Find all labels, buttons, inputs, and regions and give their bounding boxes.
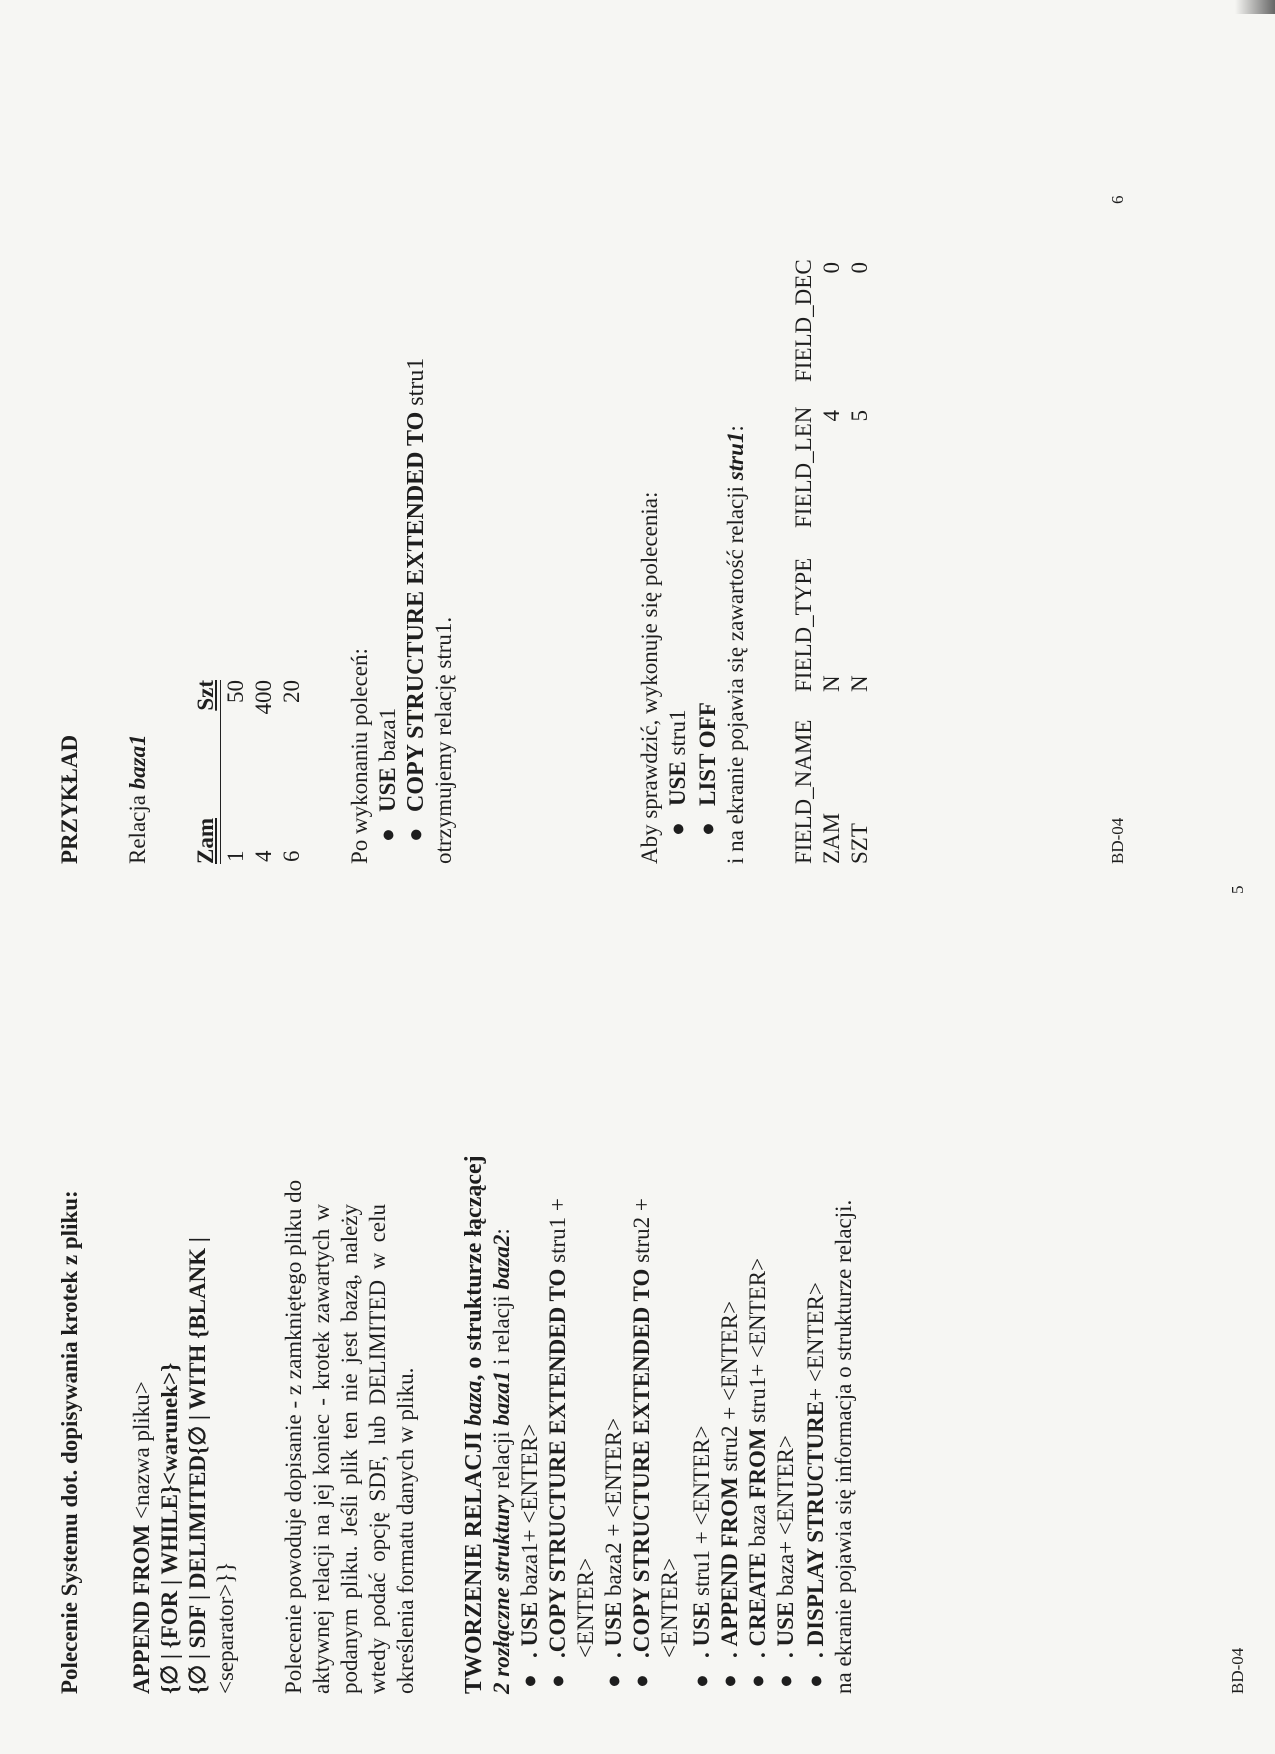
right-page-number: 6 <box>1108 195 1127 204</box>
right-heading: PRZYKŁAD <box>57 734 82 864</box>
description-line-5: określenia formatu danych w pliku. <box>393 1367 418 1694</box>
table-cell: 400 <box>251 680 276 715</box>
table-cell: 1 <box>223 850 248 862</box>
after-cmd-1: ●USE baza1 <box>375 707 400 842</box>
step-8: ●. USE baza+ <ENTER> <box>773 1435 798 1688</box>
after-cmd-2: ●COPY STRUCTURE EXTENDED TO stru1 <box>403 357 429 842</box>
table-cell: 50 <box>223 680 248 703</box>
relation-label: Relacja baza1 <box>125 734 150 864</box>
syntax-line-4: <separator>}} <box>213 1561 238 1694</box>
table-cell: 6 <box>279 850 304 862</box>
check-cmd-2: ●LIST OFF <box>695 702 720 836</box>
struct-cell: SZT <box>847 823 872 864</box>
step-2-cont: <ENTER> <box>573 1557 598 1658</box>
struct-cell: N <box>819 675 844 692</box>
right-page <box>0 64 1275 864</box>
step-4: ●.COPY STRUCTURE EXTENDED TO stru2 + <box>629 1198 654 1688</box>
left-page <box>0 864 1275 1694</box>
step-6: ●. APPEND FROM stru2 + <ENTER> <box>717 1300 742 1688</box>
section-heading-line-2: 2 rozłączne struktury relacji baza1 i relacji baza2: <box>489 1228 514 1694</box>
step-4-cont: <ENTER> <box>657 1557 682 1658</box>
struct-cell: 5 <box>847 410 872 422</box>
description-line-4: wtedy podać opcję SDF, lub DELIMITED w celu <box>365 1204 390 1694</box>
screen-text: i na ekranie pojawia się zawartość relacji stru1: <box>723 425 748 864</box>
struct-header: FIELD_LEN <box>791 406 816 528</box>
description-line-2: aktywnej relacji na jej koniec - krotek zawartych w <box>309 1204 334 1694</box>
closing-text: na ekranie pojawia się informacja o strukturze relacji. <box>831 1199 856 1694</box>
section-heading-line-1: TWORZENIE RELACJI baza, o strukturze łączącej <box>461 1155 487 1694</box>
syntax-line-3: {∅ | SDF | DELIMITED{∅ | WITH {BLANK | <box>185 1237 210 1694</box>
table-header-zam: Zam <box>193 818 218 864</box>
after-label: Po wykonaniu poleceń: <box>347 648 372 864</box>
step-1: ●. USE baza1+ <ENTER> <box>517 1423 542 1688</box>
struct-header: FIELD_DEC <box>791 259 816 382</box>
left-page-number: 5 <box>1228 885 1247 894</box>
struct-cell: N <box>847 675 872 692</box>
struct-header: FIELD_TYPE <box>791 557 816 692</box>
left-heading: Polecenie Systemu dot. dopisywania krotek z pliku: <box>57 1190 82 1694</box>
syntax-line-1: APPEND FROM <nazwa pliku> <box>129 1381 154 1694</box>
check-cmd-1: ●USE stru1 <box>665 709 690 836</box>
step-3: ●. USE baza2 + <ENTER> <box>601 1417 626 1688</box>
struct-cell: ZAM <box>819 812 844 864</box>
struct-cell: 4 <box>819 410 844 422</box>
step-9: ●. DISPLAY STRUCTURE+ <ENTER> <box>803 1282 828 1688</box>
description-line-1: Polecenie powoduje dopisanie - z zamkniętego pliku do <box>281 1179 306 1694</box>
description-line-3: podanym pliku. Jeśli plik ten nie jest bazą, należy <box>337 1204 362 1694</box>
syntax-line-2: {∅ | {FOR | WHILE}<warunek>} <box>157 1362 182 1694</box>
after-result: otrzymujemy relację stru1. <box>431 616 456 864</box>
table-header-szt: Szt <box>193 680 218 711</box>
table-cell: 4 <box>251 850 276 862</box>
step-2: ●.COPY STRUCTURE EXTENDED TO stru1 + <box>545 1198 570 1688</box>
struct-cell: 0 <box>847 262 872 274</box>
left-footer-code: BD-04 <box>1228 1647 1247 1694</box>
step-5: ●. USE stru1 + <ENTER> <box>689 1425 714 1688</box>
check-label: Aby sprawdzić, wykonuje się polecenia: <box>637 491 662 864</box>
right-footer-code: BD-04 <box>1108 817 1127 864</box>
struct-header: FIELD_NAME <box>791 719 816 864</box>
struct-cell: 0 <box>819 262 844 274</box>
step-7: ●. CREATE baza FROM stru1+ <ENTER> <box>745 1257 770 1688</box>
table-rule <box>220 680 221 864</box>
table-cell: 20 <box>279 680 304 703</box>
